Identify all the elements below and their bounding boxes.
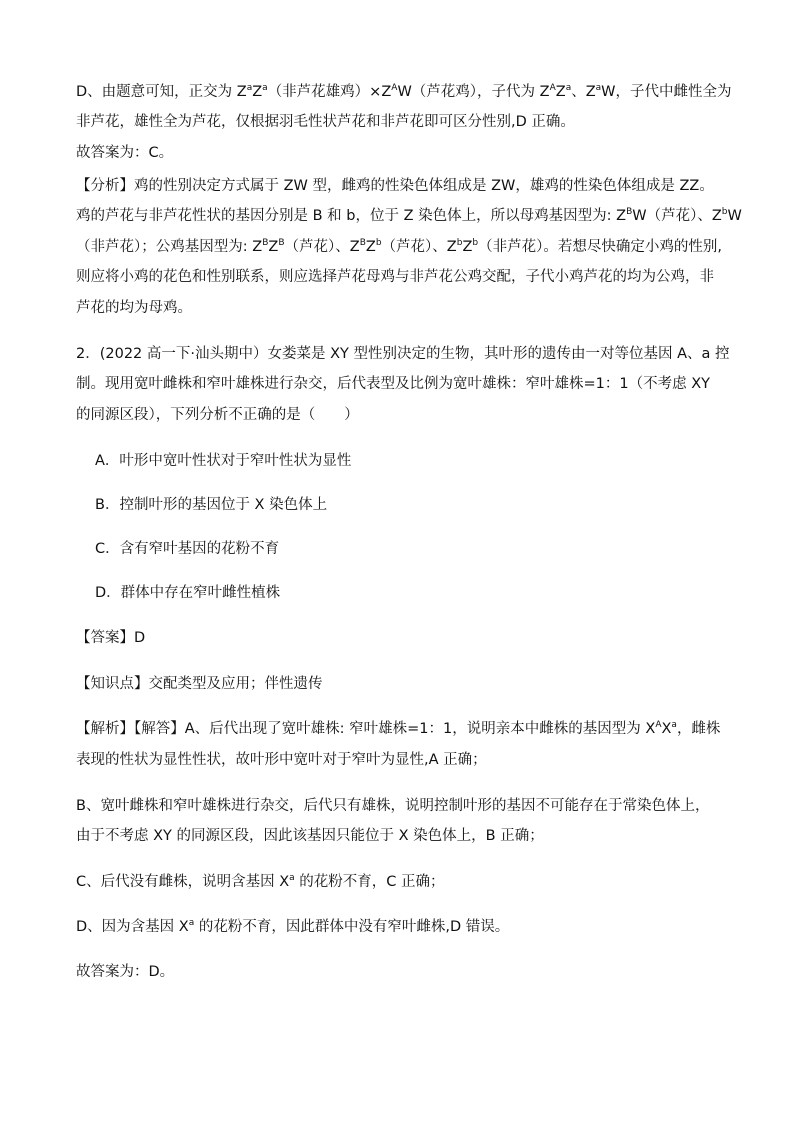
sup: B [359, 238, 366, 249]
text: ，雌株 [676, 721, 721, 737]
explanation-line6 [76, 917, 509, 937]
text: （非芦花）；公鸡基因型为: Z [76, 239, 263, 255]
analysis-line4: 则应将小鸡的花色和性别联系，则应选择芦花母鸡与非芦花公鸡交配，子代小鸡芦花的均为公鸡，非 [76, 269, 714, 285]
explanation-line5 [76, 872, 445, 892]
knowledge-point: 【知识点】交配类型及应用；伴性遗传 [76, 676, 323, 692]
sup: a [671, 720, 677, 731]
text: Z [555, 84, 566, 100]
sup: A [655, 720, 662, 731]
text: D、由题意可知，正交为 Z [76, 84, 247, 100]
text: 鸡的芦花与非芦花性状的基因分别是 B 和 b，位于 Z 染色体上，所以母鸡基因型为: Z [76, 208, 627, 224]
text: 【解析】【解答】A、后代出现了宽叶雄株: 窄叶雄株=1：1，说明亲本中雌株的基因型为 X [76, 721, 656, 737]
text: Z [268, 239, 279, 255]
sup: a [565, 83, 572, 94]
analysis-line5: 芦花的均为母鸡。 [76, 300, 192, 316]
option-b: B．控制叶形的基因位于 X 染色体上 [95, 497, 328, 513]
text: （非芦花）。若想尽快确定小鸡的性别, [478, 239, 722, 255]
sup: a [289, 873, 295, 884]
text: （芦花）、Z [284, 239, 360, 255]
sup: a [188, 918, 195, 929]
sup: b [721, 207, 728, 218]
prev-option-d-line2: 非芦花，雄性全为芦花，仅根据羽毛性状芦花和非芦花即可区分性别,D 正确。 [76, 114, 575, 130]
option-d: D．群体中存在窄叶雌性植株 [95, 585, 281, 601]
sup: a [246, 83, 253, 94]
sup: B [626, 207, 633, 218]
sup: B [262, 238, 269, 249]
analysis-line3 [76, 237, 722, 257]
sup: a [595, 83, 602, 94]
sup: b [375, 238, 382, 249]
text: Z [365, 239, 376, 255]
prev-answer-line: 故答案为：C。 [76, 145, 174, 161]
question-stem-line1: 2．(2022 高一下·汕头期中）女娄菜是 XY 型性别决定的生物，其叶形的遗传由一对等位基因 A、a 控 [76, 346, 730, 362]
text: W，子代中雌性全为 [601, 84, 732, 100]
text: W [727, 208, 742, 224]
answer-label: 【答案】D [76, 630, 146, 646]
option-a: A．叶形中宽叶性状对于窄叶性状为显性 [95, 453, 352, 469]
sup: A [549, 83, 556, 94]
sup: b [456, 238, 463, 249]
analysis-line2 [76, 206, 742, 226]
text: X [661, 721, 672, 737]
sup: B [278, 238, 285, 249]
text: W（芦花）、Z [632, 208, 722, 224]
text: Z [252, 84, 263, 100]
explanation-line1 [76, 719, 720, 739]
explanation-line3: B、宽叶雌株和窄叶雄株进行杂交，后代只有雄株，说明控制叶形的基因不可能存在于常染色体上， [76, 798, 710, 814]
text: 的花粉不育，因此群体中没有窄叶雌株,D 错误。 [194, 919, 510, 935]
text: 的花粉不育，C 正确； [294, 874, 445, 890]
text: （芦花）、Z [381, 239, 457, 255]
text: 、Z [571, 84, 596, 100]
text: Z [462, 239, 473, 255]
question-stem-line2: 制。现用宽叶雌株和窄叶雄株进行杂交，后代表型及比例为宽叶雄株：窄叶雄株=1：1（不考虑 XY [76, 376, 710, 392]
explanation-line2: 表现的性状为显性性状，故叶形中宽叶对于窄叶为显性,A 正确； [76, 752, 487, 768]
final-answer: 故答案为：D。 [76, 964, 175, 980]
sup: A [391, 83, 398, 94]
question-stem-line3: 的同源区段），下列分析不正确的是（ ） [76, 407, 359, 423]
option-c: C．含有窄叶基因的花粉不育 [95, 541, 280, 557]
sup: b [472, 238, 479, 249]
explanation-line4: 由于不考虑 XY 的同源区段，因此该基因只能位于 X 染色体上，B 正确； [76, 828, 544, 844]
text: C、后代没有雌株，说明含基因 X [76, 874, 290, 890]
text: W（芦花鸡），子代为 Z [397, 84, 550, 100]
text: D、因为含基因 X [76, 919, 189, 935]
analysis-line1: 【分析】鸡的性别决定方式属于 ZW 型，雌鸡的性染色体组成是 ZW，雄鸡的性染色体组成是 ZZ。 [76, 178, 714, 194]
sup: a [262, 83, 268, 94]
prev-option-d-line1 [76, 82, 732, 102]
text: （非芦花雄鸡）×Z [267, 84, 392, 100]
